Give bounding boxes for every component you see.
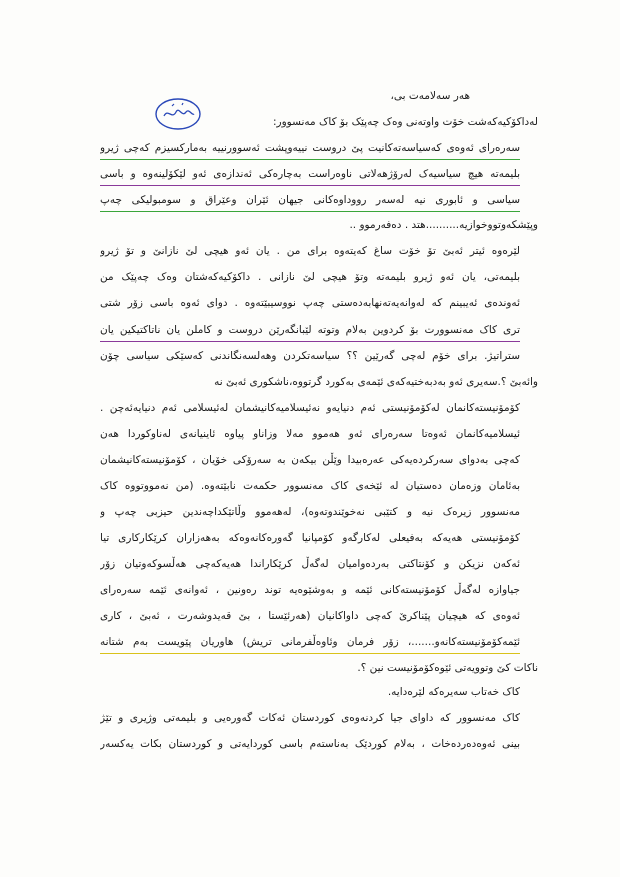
text-line-5: وپێشکەوتووخوازیە..........هتد . دەفەرموو .. bbox=[349, 219, 538, 231]
text-line-2: سەرەرای ئەوەی کەسیاسەتەکانیت پێ دروست نییەوپشت ئەسوورنییە بەمارکسیزم کەچی ژیرو bbox=[100, 140, 520, 160]
text-line-14: کەچی بەدوای سەرکردەیەکی عەرەبیدا وێڵن بیکەن بە سەرۆکی خۆیان ، کۆمۆنیستەکانیشمان bbox=[100, 454, 520, 466]
text-line-18: ئەکەن نزیکن و کۆنتاکتی بەردەوامیان لەگەڵ کرێکاراندا هەیەکەچی هەڵسوکەوتیان زۆر bbox=[100, 558, 520, 570]
text-line-13: ئیسلامیەکانمان ئەوەتا سەرەرای ئەو هەموو مەلا وزاناو پیاوە ئاینیانەی لەناوکوردا هەن bbox=[100, 428, 520, 440]
text-line-1: لەداکۆکیەکەشت خۆت واوتەنی وەک چەپێک بۆ کاک مەنسوور: bbox=[273, 116, 538, 128]
text-line-24: کاک مەنسوور کە داوای جیا کردنەوەی کوردستان ئەکات گەورەیی و بلیمەتی وژیری و تێژ bbox=[100, 712, 520, 724]
text-line-19: جیاوازە لەگەڵ کۆمۆنیستەکانی ئێمە و بەوشێوەیە توند رەونین ، ئەوانەی ئێمە سەرەرای bbox=[100, 584, 520, 596]
text-line-8: ئەوندەی ئەیبینم کە لەوانەیەتەنهابەدەستی چەپ نووسیبێتەوە . دوای ئەوە باسی زۆر شتی bbox=[100, 297, 520, 309]
text-line-12: کۆمۆنیستەکانمان لەکۆمۆنیستی ئەم دنیایەو نەئیسلامیەکانیشمان لەئیسلامی ئەم دنیایەئەچن . bbox=[100, 402, 520, 414]
text-line-7: بلیمەتی، یان ئەو ژیرو بلیمەتە وتۆ هیچی لێ نازانی . داکۆکیەکەشتان وەک چەپێک من bbox=[100, 271, 520, 283]
text-line-23: کاک خەتاب سەیرەکە لێرەدایە. bbox=[387, 686, 520, 698]
text-line-6: لێرەوە ئیتر ئەبێ تۆ خۆت ساغ کەیتەوە برای من . یان ئەو هیچی لێ نازانێ و تۆ ژیرو bbox=[100, 245, 520, 257]
text-line-22: ناکات کێ وتوویەتی ئێوەکۆمۆنیست نین ؟. bbox=[357, 662, 538, 674]
text-line-11: وائەبێ ؟.سەیری ئەو بەدبەختیەکەی ئێمەی بەکورد گرتووە،ناشکوری ئەبێ نە bbox=[214, 376, 538, 388]
text-line-4: سیاسی و ئابوری نیە لەسەر رووداوەکانی جیهان ئێران وعێراق و سومبولیکی چەپ bbox=[100, 192, 520, 212]
text-line-16: مەنسوور زیرەک نیە و کتێبی نەخوێندوتەوە)، لەهەموو وڵاتێکداچەندین حیزبی چەپ و bbox=[100, 506, 520, 518]
text-line-15: بەئامان وزەمان دەستیان لە ئێخەی کاک مەنسوور حکمەت نابێتەوە. (من نەمووتووە کاک bbox=[100, 480, 520, 492]
text-line-17: کۆمۆنیستی هەیەکە بەفیعلی لەکارگەو کۆمپانیا گەورەکانەوەکە بەهەزاران کرێکارکاری تیا bbox=[100, 532, 520, 544]
text-line-9: تری کاک مەنسوورت بۆ کردوین بەلام وتوتە لێبانگەرێن دروست و کاملن یان ناتاکتیکین یان bbox=[100, 322, 520, 342]
text-line-3: بلیمەتە هیچ سیاسیەک لەرۆژهەلاتی ناوەراست بەچارەکی ئەندازەی ئەو لێکۆلینەوە و باسی bbox=[100, 166, 520, 186]
text-line-10: ستراتیژ. برای خۆم لەچی گەرێین ؟؟ سیاسەتکردن وهەلسەنگاندنی کەسێکی سیاسی چۆن bbox=[100, 350, 520, 362]
greeting-line: هەر سەلامەت بی، bbox=[390, 90, 470, 102]
text-line-21: ئێمەکۆمۆنیستەکانەو.......، زۆر فرمان وئاوەڵفرمانی تریش) هاوریان پێویست بەم شتانە bbox=[100, 634, 520, 654]
text-line-25: بینی ئەوەدەردەخات ، بەلام کوردێک بەناستەم باسی کوردایەتی و کوردستان بکات یەکسەر bbox=[100, 738, 520, 750]
text-line-20: ئەوەی کە هیچیان پێناکرێ کەچی داواکانیان (هەرئێستا ، بێ قەیدوشەرت ، ئەبێ ، کاری bbox=[100, 610, 520, 622]
